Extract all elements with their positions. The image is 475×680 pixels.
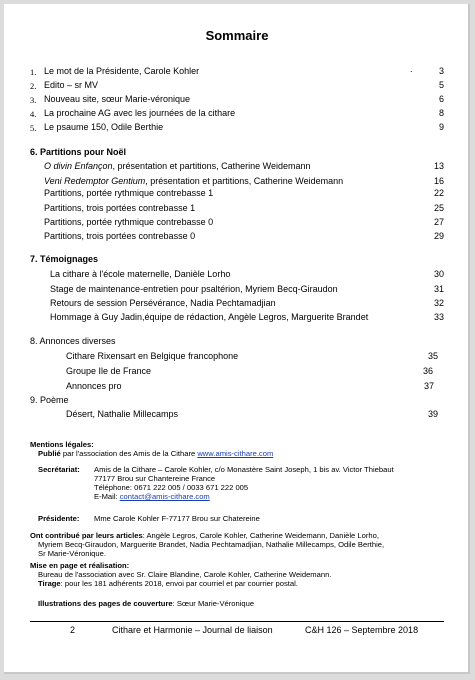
email-line [94,492,210,501]
toc-title: Le mot de la Présidente, Carole Kohler [44,66,200,76]
toc-entry: Partitions, portée rythmique contrebasse 1 [44,188,214,198]
toc-entry: Hommage à Guy Jadin,équipe de rédaction, Angèle Legros, Marguerite Brandet [50,312,369,322]
contributors-line [30,531,379,540]
toc-entry: Désert, Nathalie Millecamps [66,409,179,419]
cover-illustration-text: : Sœur Marie-Véronique [172,599,255,608]
toc-page: 33 [433,312,444,322]
contributors-line: Myriem Becq-Giraudon, Marguerite Brandet, Nadia Pechtamadjian, Nathalie Millecamps, Odile Berthie, [38,540,385,549]
toc-entry: Annonces pro [66,381,122,391]
presidente-text: Mme Carole Kohler F-77177 Brou sur Chatereine [94,514,260,523]
contributors-label: Ont contribué par leurs articles [30,531,143,540]
legal-publisher [38,449,273,458]
toc-page: 8 [438,108,444,118]
toc-page: 35 [427,351,438,361]
toc-number: 2. [30,81,37,91]
secretariat-line: 77177 Brou sur Chantereine France [94,474,216,483]
print-run-line [38,579,298,588]
email-link[interactable]: contact@amis-cithare.com [119,492,210,501]
secretariat-line: Amis de la Cithare – Carole Kohler, c/o Monastère Saint Joseph, 1 bis av. Victor Thiebaut [94,465,394,474]
toc-number: 5. [30,123,37,133]
email-label: E-Mail: [94,492,120,501]
toc-page: 29 [433,231,444,241]
print-run-label: Tirage [38,579,61,588]
legal-heading: Mentions légales: [30,440,94,449]
work-title: O divin Enfançon [44,161,113,171]
section-heading: 7. Témoignages [30,254,99,264]
page-title: Sommaire [205,28,269,43]
toc-entry [44,161,311,171]
toc-title: Edito – sr MV [44,80,99,90]
toc-number: 4. [30,109,37,119]
toc-page: 16 [433,176,444,186]
entry-text: , présentation et partitions, Catherine Weidemann [145,176,344,186]
document-page [4,4,470,674]
toc-page: 6 [438,94,444,104]
cover-illustration-line [38,599,254,608]
footer-divider [30,621,444,622]
footer-issue: C&H 126 – Septembre 2018 [305,625,419,635]
entry-text: , présentation et partitions, Catherine Weidemann [112,161,311,171]
toc-page: 31 [433,284,444,294]
toc-page: 25 [433,203,444,213]
work-title: Veni Redemptor Gentium [44,176,146,186]
toc-page: 9 [438,122,444,132]
toc-page: 32 [433,298,444,308]
toc-page: 39 [427,409,438,419]
contributors-text: : Angèle Legros, Carole Kohler, Catherine Weidemann, Danièle Lorho, [142,531,379,540]
toc-entry [44,176,343,186]
publisher-text: par l'association des Amis de la Cithare [60,449,198,458]
toc-number: 1. [30,67,37,77]
toc-title: Nouveau site, sœur Marie-véronique [44,94,191,104]
website-link[interactable]: www.amis-cithare.com [197,449,274,458]
toc-entry: Partitions, trois portées contrebasse 0 [44,231,196,241]
toc-entry: Retours de session Persévérance, Nadia Pechtamadjian [50,298,276,308]
secretariat-line: Téléphone: 0671 222 005 / 0033 671 222 005 [94,483,249,492]
section-heading: 8. Annonces diverses [30,336,116,346]
toc-page: 13 [433,161,444,171]
footer-journal: Cithare et Harmonie – Journal de liaison [112,625,273,635]
toc-page: 36 [422,366,433,376]
layout-label: Mise en page et réalisation: [30,561,130,570]
toc-title: Le psaume 150, Odile Berthie [44,122,164,132]
toc-entry: La cithare à l'école maternelle, Danièle Lorho [50,269,231,279]
toc-entry: Partitions, portée rythmique contrebasse 0 [44,217,214,227]
toc-entry: Groupe Ile de France [66,366,152,376]
print-run-text: : pour les 181 adhérents 2018, envoi par courriel et par courrier postal. [60,579,298,588]
toc-entry: Cithare Rixensart en Belgique francophone [66,351,239,361]
toc-page: 30 [433,269,444,279]
toc-entry: Stage de maintenance-entretien pour psaltérion, Myriem Becq-Giraudon [50,284,338,294]
toc-page: 37 [423,381,434,391]
toc-dot: . [410,64,413,74]
toc-number: 3. [30,95,37,105]
toc-title: La prochaine AG avec les journées de la cithare [44,108,236,118]
toc-page: 3 [438,66,444,76]
toc-entry: Partitions, trois portées contrebasse 1 [44,203,196,213]
toc-page: 22 [433,188,444,198]
footer-page-number: 2 [70,625,76,635]
presidente-label: Présidente: [38,514,80,523]
toc-page: 27 [433,217,444,227]
layout-text: Bureau de l'association avec Sr. Claire Blandine, Carole Kohler, Catherine Weidemann. [38,570,332,579]
section-heading: 9. Poème [30,395,69,405]
publisher-label: Publié [38,449,61,458]
section-heading: 6. Partitions pour Noël [30,147,127,157]
cover-illustration-label: Illustrations des pages de couverture [38,599,173,608]
contributors-line: Sr Marie-Véronique. [38,549,106,558]
toc-page: 5 [438,80,444,90]
secretariat-label: Secrétariat: [38,465,80,474]
